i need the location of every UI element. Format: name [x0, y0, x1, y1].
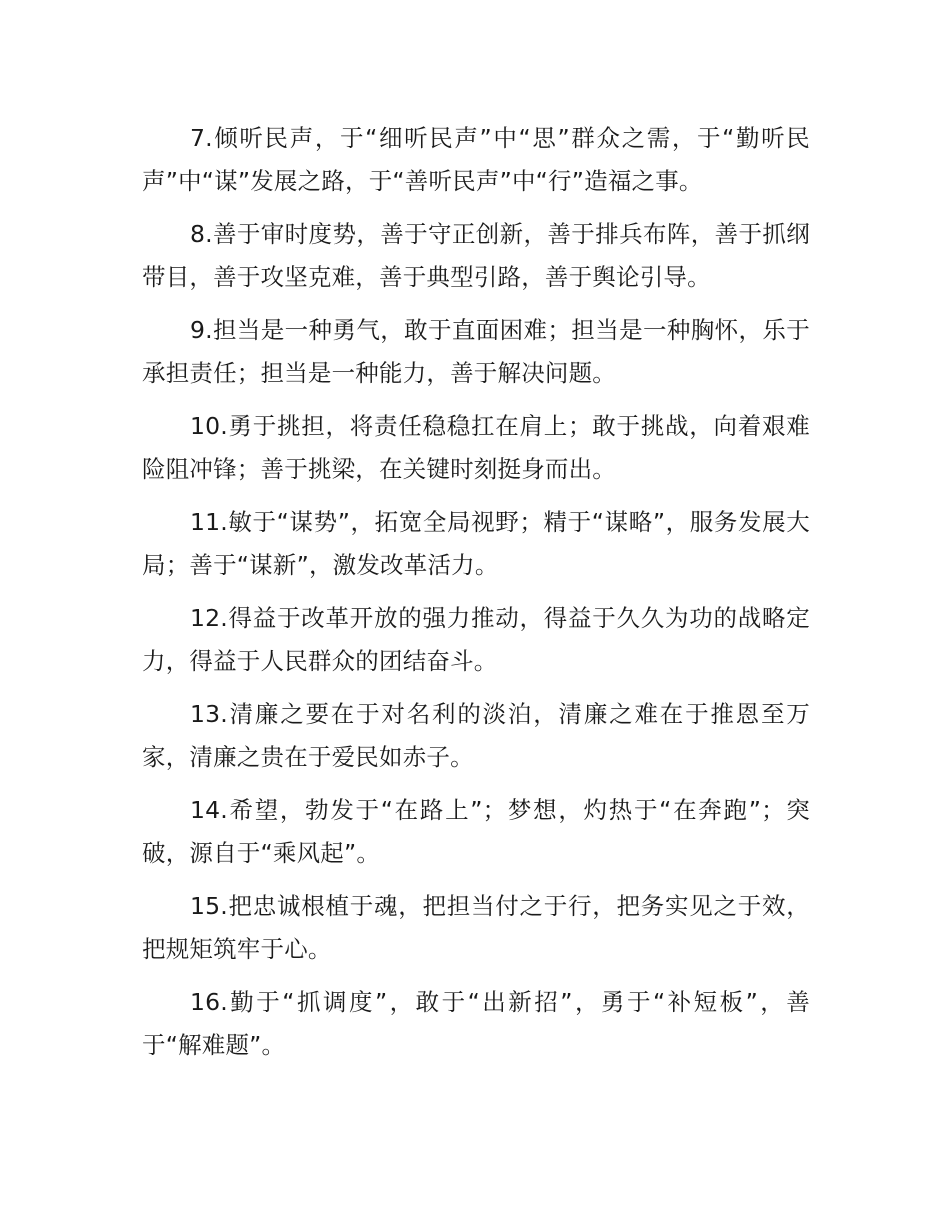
paragraph-10: 10.勇于挑担，将责任稳稳扛在肩上；敢于挑战，向着艰难险阻冲锋；善于挑梁，在关键时刻挺身而出。: [142, 412, 810, 483]
paragraph-9: 9.担当是一种勇气，敢于直面困难；担当是一种胸怀，乐于承担责任；担当是一种能力，善于解决问题。: [142, 316, 810, 387]
paragraph-14: 14.希望，勃发于“在路上”；梦想，灼热于“在奔跑”；突破，源自于“乘风起”。: [142, 796, 810, 867]
paragraph-7: 7.倾听民声，于“细听民声”中“思”群众之需，于“勤听民声”中“谋”发展之路，于“善听民声”中“行”造福之事。: [142, 124, 810, 195]
document-page: [142, 117, 810, 1077]
paragraph-13: 13.清廉之要在于对名利的淡泊，清廉之难在于推恩至万家，清廉之贵在于爱民如赤子。: [142, 700, 810, 771]
paragraph-11: 11.敏于“谋势”，拓宽全局视野；精于“谋略”，服务发展大局；善于“谋新”，激发改革活力。: [142, 508, 810, 579]
paragraph-16: 16.勤于“抓调度”，敢于“出新招”，勇于“补短板”，善于“解难题”。: [142, 988, 810, 1059]
paragraph-12: 12.得益于改革开放的强力推动，得益于久久为功的战略定力，得益于人民群众的团结奋斗。: [142, 604, 810, 675]
paragraph-8: 8.善于审时度势，善于守正创新，善于排兵布阵，善于抓纲带目，善于攻坚克难，善于典型引路，善于舆论引导。: [142, 220, 810, 291]
paragraph-15: 15.把忠诚根植于魂，把担当付之于行，把务实见之于效，把规矩筑牢于心。: [142, 892, 810, 963]
